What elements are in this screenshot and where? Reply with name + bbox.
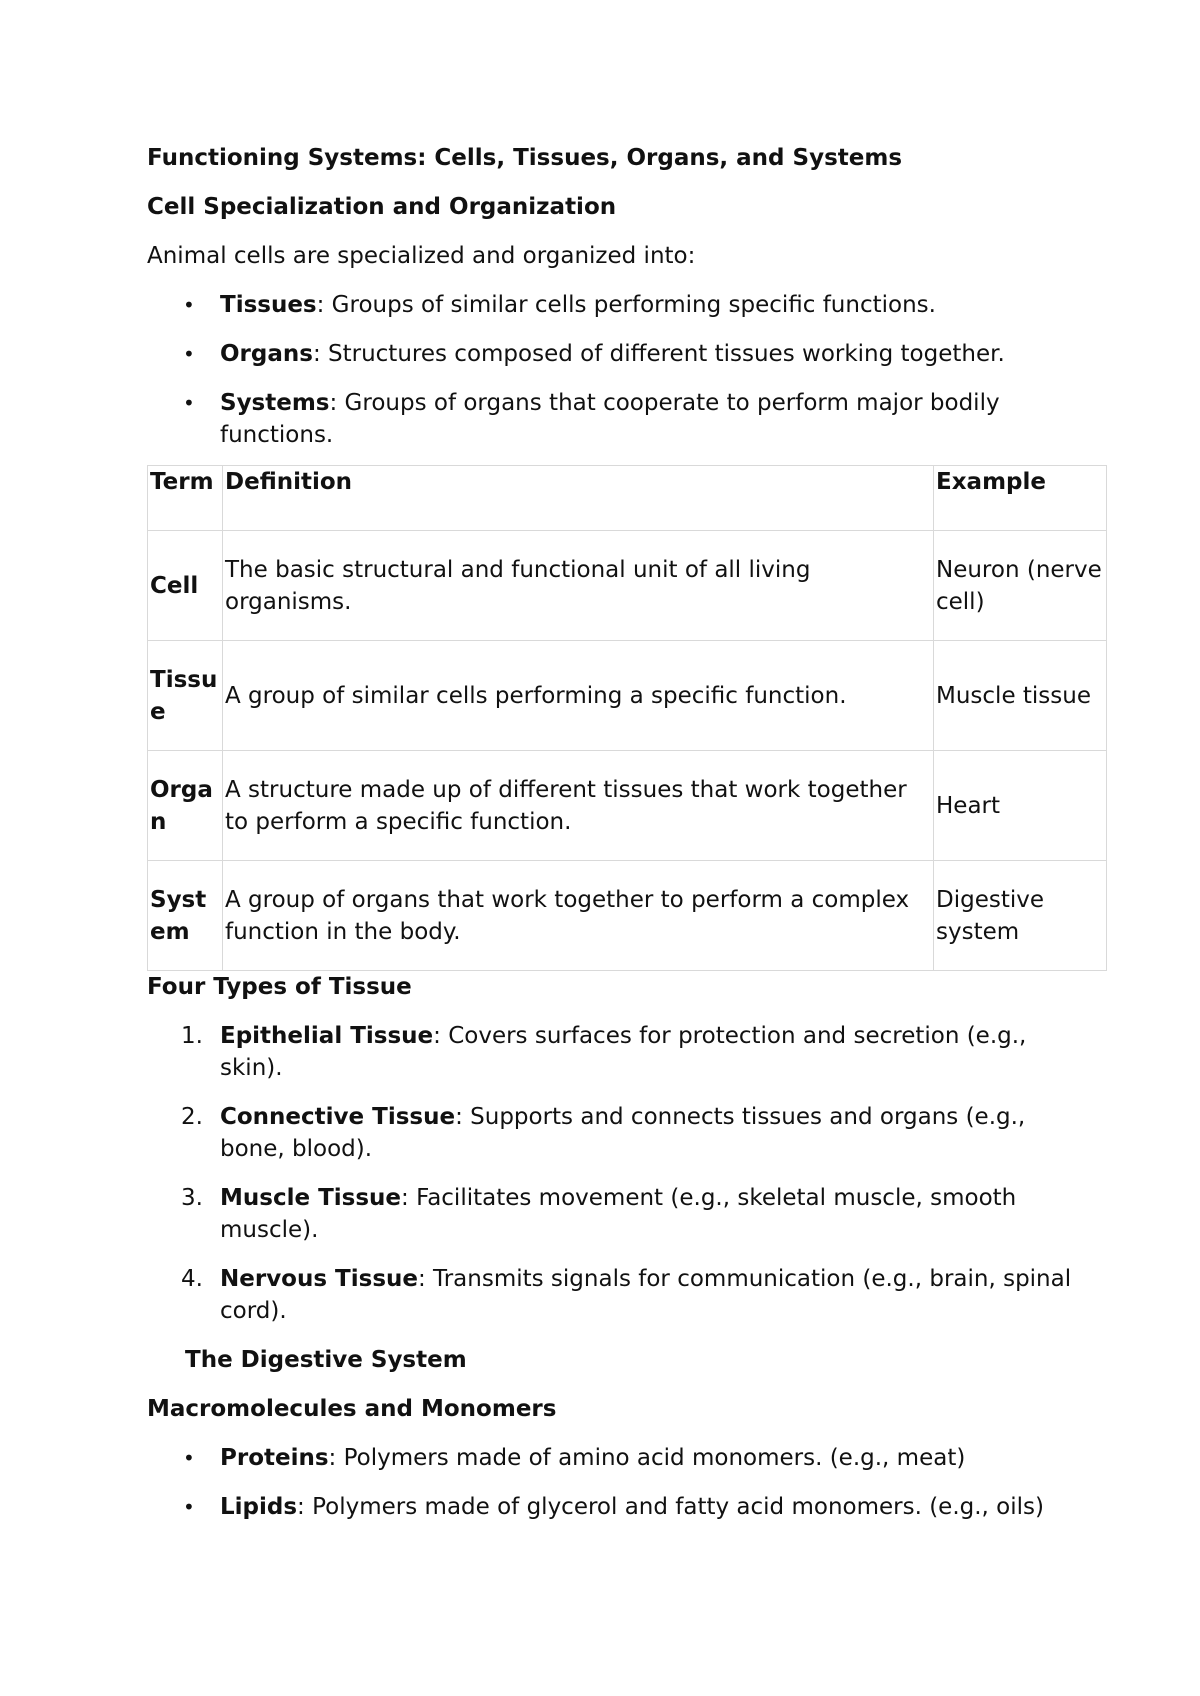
- list-item-term: Proteins: [220, 1445, 329, 1471]
- table-cell-term: Organ: [148, 751, 223, 861]
- table-cell-definition: The basic structural and functional unit of all living organisms.: [223, 531, 934, 641]
- intro-paragraph: Animal cells are specialized and organized into:: [147, 243, 696, 269]
- bullet-marker: •: [183, 391, 195, 415]
- list-item: [147, 1263, 1107, 1327]
- table-header-example: Example: [934, 466, 1107, 531]
- list-item-text: : Covers surfaces for protection and secretion (e.g., skin).: [220, 1023, 1027, 1081]
- bullet-marker: •: [183, 1495, 195, 1519]
- list-item-term: Lipids: [220, 1494, 298, 1520]
- list-number: 1.: [181, 1023, 203, 1049]
- list-item-text: : Facilitates movement (e.g., skeletal muscle, smooth muscle).: [220, 1185, 1017, 1243]
- table-header-definition: Definition: [223, 466, 934, 531]
- list-item-term: Tissues: [220, 292, 317, 318]
- list-item-text: : Polymers made of amino acid monomers. (e.g., meat): [328, 1445, 966, 1471]
- table-cell-definition: A structure made up of different tissues that work together to perform a specific function.: [223, 751, 934, 861]
- list-item-text: : Supports and connects tissues and organs (e.g., bone, blood).: [220, 1104, 1026, 1162]
- bullet-marker: •: [183, 293, 195, 317]
- table-cell-term: System: [148, 861, 223, 971]
- list-item-term: Muscle Tissue: [220, 1185, 402, 1211]
- list-item-text: : Structures composed of different tissues working together.: [312, 341, 1005, 367]
- table-row: [148, 641, 1107, 751]
- list-item-text: : Groups of organs that cooperate to perform major bodily functions.: [220, 390, 1000, 448]
- table-cell-example: Heart: [934, 751, 1107, 861]
- table-cell-example: Digestive system: [934, 861, 1107, 971]
- list-item: [147, 1101, 1107, 1165]
- macromolecules-list: [147, 1442, 1107, 1523]
- table-row: [148, 861, 1107, 971]
- table-cell-definition: A group of organs that work together to perform a complex function in the body.: [223, 861, 934, 971]
- list-number: 2.: [181, 1104, 203, 1130]
- tissue-types-list: [147, 1020, 1107, 1327]
- table-cell-example: Neuron (nerve cell): [934, 531, 1107, 641]
- definitions-table: [147, 465, 1107, 971]
- list-item-term: Organs: [220, 341, 313, 367]
- table-row: [148, 531, 1107, 641]
- table-cell-term: Tissue: [148, 641, 223, 751]
- section-heading-macromolecules: Macromolecules and Monomers: [147, 1396, 557, 1422]
- list-item-term: Connective Tissue: [220, 1104, 456, 1130]
- list-item: [147, 1442, 1107, 1474]
- list-item-text: : Groups of similar cells performing specific functions.: [316, 292, 936, 318]
- list-item: [147, 1182, 1107, 1246]
- bullet-marker: •: [183, 342, 195, 366]
- table-cell-example: Muscle tissue: [934, 641, 1107, 751]
- table-row: [148, 751, 1107, 861]
- list-item-text: : Polymers made of glycerol and fatty acid monomers. (e.g., oils): [297, 1494, 1044, 1520]
- section-heading-tissue-types: Four Types of Tissue: [147, 974, 412, 1000]
- table-cell-definition: A group of similar cells performing a specific function.: [223, 641, 934, 751]
- list-item: [147, 338, 1107, 370]
- table-cell-term: Cell: [148, 531, 223, 641]
- list-item-term: Epithelial Tissue: [220, 1023, 434, 1049]
- table-header-row: [148, 466, 1107, 531]
- list-item-term: Nervous Tissue: [220, 1266, 418, 1292]
- list-item: [147, 1020, 1107, 1084]
- list-item: [147, 387, 1107, 451]
- document-title: Functioning Systems: Cells, Tissues, Organs, and Systems: [147, 145, 903, 171]
- section-heading-digestive-system: The Digestive System: [185, 1347, 467, 1373]
- list-item-text: : Transmits signals for communication (e.g., brain, spinal cord).: [220, 1266, 1072, 1324]
- table-header-term: Term: [148, 466, 223, 531]
- list-item-term: Systems: [220, 390, 330, 416]
- list-item: [147, 289, 1107, 321]
- section-heading-cell-specialization: Cell Specialization and Organization: [147, 194, 617, 220]
- list-number: 3.: [181, 1185, 203, 1211]
- organization-list: [147, 289, 1107, 451]
- list-item: [147, 1491, 1107, 1523]
- bullet-marker: •: [183, 1446, 195, 1470]
- document-page: [147, 142, 1107, 1540]
- list-number: 4.: [181, 1266, 203, 1292]
